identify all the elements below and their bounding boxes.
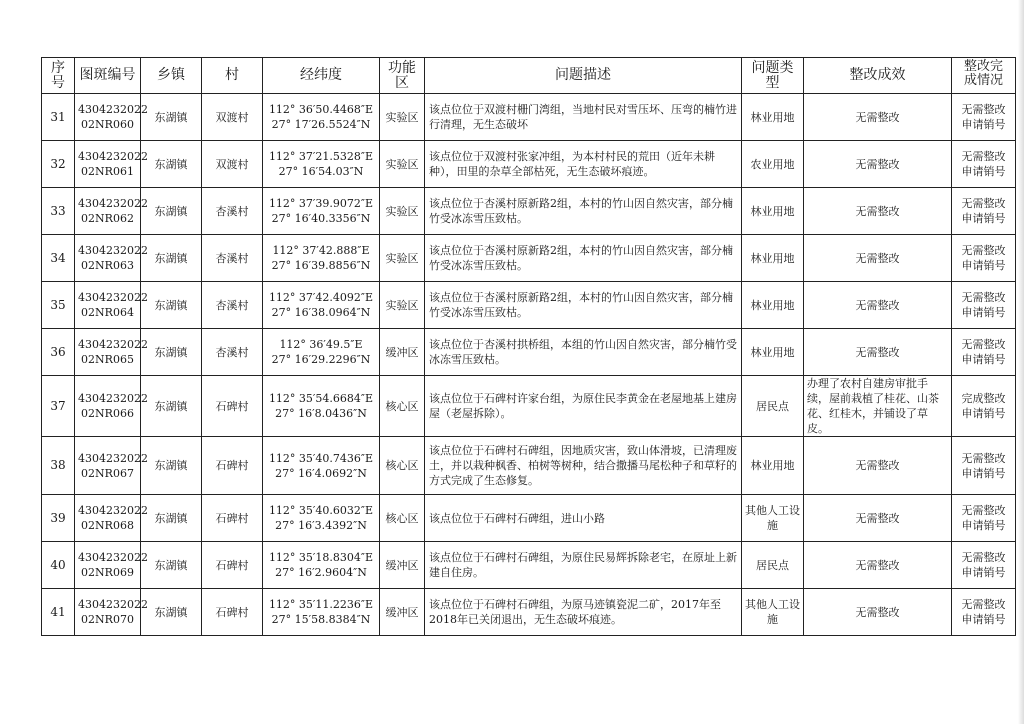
code-line-2: 02NR066 bbox=[81, 407, 134, 420]
code-line-2: 02NR070 bbox=[81, 613, 134, 626]
cell-seq: 38 bbox=[42, 437, 75, 495]
cell-code bbox=[75, 376, 148, 437]
cell-type: 林业用地 bbox=[742, 235, 804, 282]
cell-zone: 核心区 bbox=[380, 376, 425, 437]
finish-line-2: 申请销号 bbox=[961, 212, 1006, 225]
cell-zone: 实验区 bbox=[380, 141, 425, 188]
latitude: 27° 16′40.3356″N bbox=[271, 212, 371, 225]
cell-finish bbox=[952, 589, 1016, 636]
cell-finish bbox=[952, 437, 1016, 495]
header-desc: 问题描述 bbox=[425, 58, 742, 94]
cell-desc: 该点位位于杏溪村原新路2组，本村的竹山因自然灾害，部分楠竹受冰冻雪压致枯。 bbox=[425, 282, 742, 329]
latitude: 27° 17′26.5524″N bbox=[271, 118, 371, 131]
code-line-1: 4304232022 bbox=[78, 197, 148, 210]
cell-rect: 无需整改 bbox=[804, 94, 952, 141]
cell-desc: 该点位位于石碑村石碑组，为原住民易辉拆除老宅，在原址上新建自住房。 bbox=[425, 542, 742, 589]
code-line-2: 02NR065 bbox=[81, 353, 134, 366]
header-finish-line-1: 整改完 bbox=[963, 59, 1003, 74]
cell-seq: 36 bbox=[42, 329, 75, 376]
finish-line-2: 申请销号 bbox=[961, 118, 1006, 131]
header-rect: 整改成效 bbox=[804, 58, 952, 94]
cell-seq: 32 bbox=[42, 141, 75, 188]
cell-code bbox=[75, 282, 148, 329]
table-row bbox=[42, 235, 1016, 282]
cell-desc: 该点位位于石碑村石碑组，为原马迹镇瓷泥二矿，2017年至2018年已关闭退出，无生态破坏痕迹。 bbox=[425, 589, 742, 636]
code-line-1: 4304232022 bbox=[78, 551, 148, 564]
document-page bbox=[41, 57, 1015, 712]
header-coord: 经纬度 bbox=[263, 58, 380, 94]
latitude: 27° 16′4.0692″N bbox=[275, 466, 367, 480]
header-town: 乡镇 bbox=[141, 58, 202, 94]
code-line-2: 02NR068 bbox=[81, 519, 134, 532]
latitude: 27° 16′2.9604″N bbox=[275, 566, 367, 579]
code-line-2: 02NR069 bbox=[81, 566, 134, 579]
latitude: 27° 16′54.03″N bbox=[278, 165, 364, 178]
cell-desc: 该点位位于石碑村石碑组，因地质灾害，致山体滑坡，已清理废土，并以栽种枫香、柏树等树种，结合撒播马尾松种子和草籽的方式完成了生态修复。 bbox=[425, 437, 742, 495]
header-finish-line-2: 成情况 bbox=[963, 73, 1003, 88]
finish-line-1: 无需整改 bbox=[961, 451, 1006, 465]
cell-rect: 无需整改 bbox=[804, 282, 952, 329]
cell-code bbox=[75, 437, 148, 495]
table-row bbox=[42, 542, 1016, 589]
code-line-2: 02NR061 bbox=[81, 165, 134, 178]
cell-town: 东湖镇 bbox=[141, 94, 202, 141]
cell-finish bbox=[952, 141, 1016, 188]
cell-seq: 34 bbox=[42, 235, 75, 282]
finish-line-2: 申请销号 bbox=[961, 259, 1006, 272]
cell-zone: 实验区 bbox=[380, 235, 425, 282]
code-line-2: 02NR063 bbox=[81, 259, 134, 272]
finish-line-1: 无需整改 bbox=[961, 504, 1006, 517]
finish-line-2: 申请销号 bbox=[961, 466, 1006, 480]
code-line-1: 4304232022 bbox=[78, 150, 148, 163]
table-row bbox=[42, 282, 1016, 329]
cell-type: 林业用地 bbox=[742, 188, 804, 235]
cell-code bbox=[75, 94, 148, 141]
cell-code bbox=[75, 188, 148, 235]
finish-line-1: 无需整改 bbox=[961, 244, 1006, 257]
cell-type: 其他人工设施 bbox=[742, 589, 804, 636]
cell-town: 东湖镇 bbox=[141, 589, 202, 636]
cell-town: 东湖镇 bbox=[141, 542, 202, 589]
cell-rect: 无需整改 bbox=[804, 235, 952, 282]
cell-type: 其他人工设施 bbox=[742, 495, 804, 542]
cell-rect: 无需整改 bbox=[804, 542, 952, 589]
cell-town: 东湖镇 bbox=[141, 188, 202, 235]
cell-village: 杏溪村 bbox=[202, 282, 263, 329]
finish-line-2: 申请销号 bbox=[961, 566, 1006, 579]
finish-line-2: 申请销号 bbox=[961, 353, 1006, 366]
cell-rect: 无需整改 bbox=[804, 329, 952, 376]
table-header-row bbox=[42, 58, 1016, 94]
cell-seq: 37 bbox=[42, 376, 75, 437]
code-line-1: 4304232022 bbox=[78, 338, 148, 351]
finish-line-2: 申请销号 bbox=[961, 407, 1006, 420]
cell-coord bbox=[263, 542, 380, 589]
finish-line-1: 无需整改 bbox=[961, 197, 1006, 210]
header-zone: 功能区 bbox=[380, 58, 425, 94]
code-line-1: 4304232022 bbox=[78, 451, 148, 465]
cell-village: 双渡村 bbox=[202, 141, 263, 188]
latitude: 27° 16′29.2296″N bbox=[271, 353, 371, 366]
cell-rect: 无需整改 bbox=[804, 141, 952, 188]
cell-town: 东湖镇 bbox=[141, 329, 202, 376]
scan-edge bbox=[1018, 0, 1024, 724]
cell-desc: 该点位位于石碑村石碑组，进山小路 bbox=[425, 495, 742, 542]
cell-rect: 无需整改 bbox=[804, 589, 952, 636]
finish-line-2: 申请销号 bbox=[961, 613, 1006, 626]
cell-coord bbox=[263, 94, 380, 141]
cell-finish bbox=[952, 94, 1016, 141]
cell-zone: 实验区 bbox=[380, 188, 425, 235]
table-row bbox=[42, 141, 1016, 188]
longitude: 112° 37′42.888″E bbox=[272, 244, 370, 257]
cell-finish bbox=[952, 282, 1016, 329]
code-line-1: 4304232022 bbox=[78, 504, 148, 517]
finish-line-1: 无需整改 bbox=[961, 103, 1006, 116]
cell-finish bbox=[952, 188, 1016, 235]
cell-coord bbox=[263, 282, 380, 329]
table-row bbox=[42, 376, 1016, 437]
table-row bbox=[42, 495, 1016, 542]
header-code: 图斑编号 bbox=[75, 58, 141, 94]
cell-village: 石碑村 bbox=[202, 542, 263, 589]
cell-coord bbox=[263, 376, 380, 437]
longitude: 112° 36′49.5″E bbox=[279, 338, 363, 351]
cell-seq: 35 bbox=[42, 282, 75, 329]
cell-town: 东湖镇 bbox=[141, 282, 202, 329]
cell-rect: 办理了农村自建房审批手续，屋前栽植了桂花、山茶花、红桂木，并铺设了草皮。 bbox=[804, 376, 952, 437]
cell-coord bbox=[263, 495, 380, 542]
header-finish bbox=[952, 58, 1016, 94]
longitude: 112° 36′50.4468″E bbox=[268, 103, 374, 116]
code-line-2: 02NR064 bbox=[81, 306, 134, 319]
table-row bbox=[42, 329, 1016, 376]
longitude: 112° 35′40.7436″E bbox=[268, 451, 374, 465]
code-line-1: 4304232022 bbox=[78, 291, 148, 304]
cell-code bbox=[75, 589, 148, 636]
cell-zone: 核心区 bbox=[380, 437, 425, 495]
finish-line-1: 无需整改 bbox=[961, 338, 1006, 351]
cell-zone: 缓冲区 bbox=[380, 329, 425, 376]
cell-town: 东湖镇 bbox=[141, 376, 202, 437]
cell-village: 石碑村 bbox=[202, 437, 263, 495]
cell-coord bbox=[263, 329, 380, 376]
cell-rect: 无需整改 bbox=[804, 188, 952, 235]
longitude: 112° 35′40.6032″E bbox=[268, 504, 374, 517]
finish-line-1: 完成整改 bbox=[961, 392, 1006, 405]
cell-seq: 39 bbox=[42, 495, 75, 542]
cell-town: 东湖镇 bbox=[141, 495, 202, 542]
cell-finish bbox=[952, 329, 1016, 376]
header-village: 村 bbox=[202, 58, 263, 94]
cell-village: 双渡村 bbox=[202, 94, 263, 141]
cell-type: 林业用地 bbox=[742, 437, 804, 495]
table-body bbox=[42, 94, 1016, 636]
cell-type: 农业用地 bbox=[742, 141, 804, 188]
code-line-1: 4304232022 bbox=[78, 244, 148, 257]
finish-line-1: 无需整改 bbox=[961, 551, 1006, 564]
latitude: 27° 16′3.4392″N bbox=[275, 519, 367, 532]
cell-coord bbox=[263, 188, 380, 235]
code-line-1: 4304232022 bbox=[78, 598, 148, 611]
cell-seq: 41 bbox=[42, 589, 75, 636]
longitude: 112° 37′39.9072″E bbox=[268, 197, 374, 210]
cell-village: 石碑村 bbox=[202, 495, 263, 542]
longitude: 112° 35′18.8304″E bbox=[268, 551, 374, 564]
cell-finish bbox=[952, 495, 1016, 542]
cell-type: 林业用地 bbox=[742, 329, 804, 376]
cell-rect: 无需整改 bbox=[804, 437, 952, 495]
finish-line-2: 申请销号 bbox=[961, 306, 1006, 319]
cell-zone: 实验区 bbox=[380, 282, 425, 329]
cell-zone: 核心区 bbox=[380, 495, 425, 542]
finish-line-1: 无需整改 bbox=[961, 598, 1006, 611]
longitude: 112° 37′21.5328″E bbox=[268, 150, 374, 163]
cell-code bbox=[75, 141, 148, 188]
cell-code bbox=[75, 235, 148, 282]
cell-type: 居民点 bbox=[742, 376, 804, 437]
table-row bbox=[42, 437, 1016, 495]
cell-coord bbox=[263, 437, 380, 495]
finish-line-2: 申请销号 bbox=[961, 519, 1006, 532]
cell-coord bbox=[263, 141, 380, 188]
cell-desc: 该点位位于石碑村许家台组，为原住民李黄金在老屋地基上建房屋（老屋拆除）。 bbox=[425, 376, 742, 437]
cell-desc: 该点位位于双渡村栅门湾组，当地村民对雪压坏、压弯的楠竹进行清理，无生态破坏 bbox=[425, 94, 742, 141]
cell-town: 东湖镇 bbox=[141, 437, 202, 495]
table-row bbox=[42, 589, 1016, 636]
latitude: 27° 16′39.8856″N bbox=[271, 259, 371, 272]
cell-seq: 33 bbox=[42, 188, 75, 235]
cell-code bbox=[75, 495, 148, 542]
cell-seq: 31 bbox=[42, 94, 75, 141]
finish-line-2: 申请销号 bbox=[961, 165, 1006, 178]
latitude: 27° 16′8.0436″N bbox=[275, 407, 367, 420]
cell-code bbox=[75, 542, 148, 589]
table-row bbox=[42, 188, 1016, 235]
cell-desc: 该点位位于杏溪村拱桥组，本组的竹山因自然灾害，部分楠竹受冰冻雪压致枯。 bbox=[425, 329, 742, 376]
rectification-table bbox=[41, 57, 1016, 636]
header-seq: 序号 bbox=[42, 58, 75, 94]
cell-town: 东湖镇 bbox=[141, 141, 202, 188]
longitude: 112° 35′54.6684″E bbox=[268, 392, 374, 405]
finish-line-1: 无需整改 bbox=[961, 291, 1006, 304]
latitude: 27° 15′58.8384″N bbox=[271, 613, 371, 626]
cell-desc: 该点位位于双渡村张家冲组，为本村村民的荒田（近年未耕种），田里的杂草全部枯死，无生态破坏痕迹。 bbox=[425, 141, 742, 188]
cell-village: 杏溪村 bbox=[202, 235, 263, 282]
latitude: 27° 16′38.0964″N bbox=[271, 306, 371, 319]
cell-village: 石碑村 bbox=[202, 376, 263, 437]
code-line-2: 02NR062 bbox=[81, 212, 134, 225]
cell-coord bbox=[263, 235, 380, 282]
cell-village: 杏溪村 bbox=[202, 188, 263, 235]
cell-village: 杏溪村 bbox=[202, 329, 263, 376]
cell-code bbox=[75, 329, 148, 376]
cell-town: 东湖镇 bbox=[141, 235, 202, 282]
cell-zone: 缓冲区 bbox=[380, 542, 425, 589]
cell-type: 林业用地 bbox=[742, 282, 804, 329]
code-line-1: 4304232022 bbox=[78, 392, 148, 405]
cell-zone: 实验区 bbox=[380, 94, 425, 141]
cell-seq: 40 bbox=[42, 542, 75, 589]
cell-rect: 无需整改 bbox=[804, 495, 952, 542]
longitude: 112° 35′11.2236″E bbox=[268, 598, 374, 611]
cell-finish bbox=[952, 376, 1016, 437]
longitude: 112° 37′42.4092″E bbox=[268, 291, 374, 304]
code-line-2: 02NR067 bbox=[81, 466, 134, 480]
cell-zone: 缓冲区 bbox=[380, 589, 425, 636]
cell-desc: 该点位位于杏溪村原新路2组，本村的竹山因自然灾害，部分楠竹受冰冻雪压致枯。 bbox=[425, 188, 742, 235]
cell-finish bbox=[952, 235, 1016, 282]
table-row bbox=[42, 94, 1016, 141]
cell-desc: 该点位位于杏溪村原新路2组，本村的竹山因自然灾害，部分楠竹受冰冻雪压致枯。 bbox=[425, 235, 742, 282]
code-line-2: 02NR060 bbox=[81, 118, 134, 131]
header-type: 问题类型 bbox=[742, 58, 804, 94]
cell-village: 石碑村 bbox=[202, 589, 263, 636]
cell-type: 居民点 bbox=[742, 542, 804, 589]
cell-coord bbox=[263, 589, 380, 636]
cell-finish bbox=[952, 542, 1016, 589]
code-line-1: 4304232022 bbox=[78, 103, 148, 116]
cell-type: 林业用地 bbox=[742, 94, 804, 141]
finish-line-1: 无需整改 bbox=[961, 150, 1006, 163]
